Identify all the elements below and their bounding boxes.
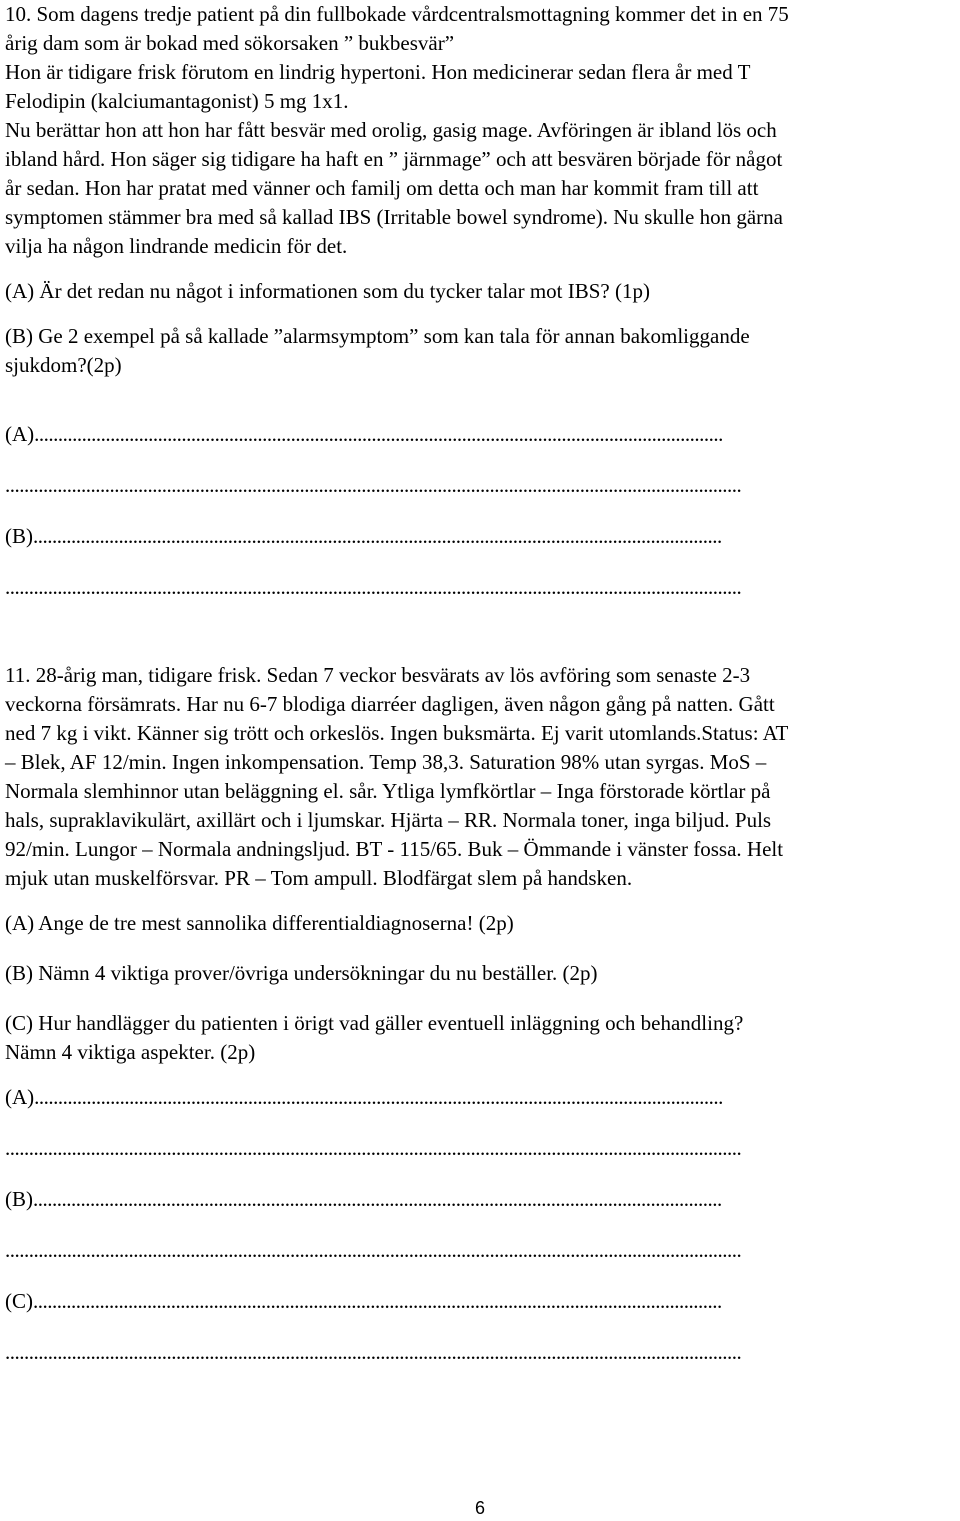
question-11-part-c-line: Nämn 4 viktiga aspekter. (2p) <box>5 1040 256 1064</box>
question-10-line: Nu berättar hon att hon har fått besvär med orolig, gasig mage. Avföringen är ibland lös och <box>5 118 777 142</box>
answer-dots: ........................................................................................................................................................... <box>5 575 742 599</box>
answer-label: (A) <box>5 1085 35 1109</box>
answer-line[interactable] <box>5 420 953 449</box>
answer-label: (A) <box>5 422 35 446</box>
answer-line[interactable] <box>5 1287 953 1316</box>
question-11-part-a: (A) Ange de tre mest sannolika differentialdiagnoserna! (2p) <box>5 911 514 935</box>
question-11-line: 11. 28-årig man, tidigare frisk. Sedan 7 veckor besvärats av lös avföring som senaste 2-3 <box>5 663 751 687</box>
answer-label: (C) <box>5 1289 33 1313</box>
answer-line[interactable] <box>5 573 953 602</box>
question-10-part-a: (A) Är det redan nu något i informationen som du tycker talar mot IBS? (1p) <box>5 279 650 303</box>
question-11-part-c-line: (C) Hur handlägger du patienten i örigt vad gäller eventuell inläggning och behandling? <box>5 1011 744 1035</box>
question-10-part-b-line: sjukdom?(2p) <box>5 353 122 377</box>
answer-block-11-a[interactable] <box>5 1083 953 1163</box>
question-11-line: 92/min. Lungor – Normala andningsljud. BT - 115/65. Buk – Ömmande i vänster fossa. Helt <box>5 837 784 861</box>
answer-block-11-b[interactable] <box>5 1185 953 1265</box>
answer-dots: ........................................................................................................................................................... <box>5 1238 742 1262</box>
question-11-line: Normala slemhinnor utan beläggning el. sår. Ytliga lymfkörtlar – Inga förstorade körtlar på <box>5 779 771 803</box>
answer-dots: ................................................................................................................................................. <box>34 422 723 446</box>
answer-line[interactable] <box>5 1134 953 1163</box>
question-10-line: årig dam som är bokad med sökorsaken ” bukbesvär” <box>5 31 455 55</box>
answer-line[interactable] <box>5 1236 953 1265</box>
answer-dots: ................................................................................................................................................. <box>33 1187 722 1211</box>
answer-line[interactable] <box>5 471 953 500</box>
question-10-line: Hon är tidigare frisk förutom en lindrig hypertoni. Hon medicinerar sedan flera år med T <box>5 60 751 84</box>
question-10-line: Felodipin (kalciumantagonist) 5 mg 1x1. <box>5 89 349 113</box>
question-10-part-b <box>5 322 953 380</box>
answer-block-10-a[interactable] <box>5 420 953 500</box>
question-10-line: 10. Som dagens tredje patient på din fullbokade vårdcentralsmottagning kommer det in en 75 <box>5 2 789 26</box>
answer-dots: ........................................................................................................................................................... <box>5 1340 742 1364</box>
page-number: 6 <box>474 1498 485 1518</box>
answer-block-11-c[interactable] <box>5 1287 953 1367</box>
answer-block-10-b[interactable] <box>5 522 953 602</box>
answer-line[interactable] <box>5 1338 953 1367</box>
question-11-line: mjuk utan muskelförsvar. PR – Tom ampull. Blodfärgat slem på handsken. <box>5 866 633 890</box>
question-11-line: – Blek, AF 12/min. Ingen inkompensation. Temp 38,3. Saturation 98% utan syrgas. MoS – <box>5 750 767 774</box>
question-11-line: veckorna försämrats. Har nu 6-7 blodiga diarréer dagligen, även någon gång på natten. Gått <box>5 692 775 716</box>
answer-line[interactable] <box>5 522 953 551</box>
question-11-line: hals, supraklavikulärt, axillärt och i ljumskar. Hjärta – RR. Normala toner, inga biljud. Puls <box>5 808 772 832</box>
exam-page <box>5 0 953 1367</box>
question-11-part-c <box>5 1009 953 1067</box>
question-10-line: symptomen stämmer bra med så kallad IBS (Irritable bowel syndrome). Nu skulle hon gärna <box>5 205 783 229</box>
answer-dots: ................................................................................................................................................. <box>34 1085 723 1109</box>
question-10-line: år sedan. Hon har pratat med vänner och familj om detta och man har kommit fram till att <box>5 176 759 200</box>
answer-dots: ........................................................................................................................................................... <box>5 1136 742 1160</box>
answer-dots: ........................................................................................................................................................... <box>5 473 742 497</box>
answer-dots: ................................................................................................................................................. <box>33 524 722 548</box>
answer-label: (B) <box>5 524 33 548</box>
answer-dots: ................................................................................................................................................. <box>33 1289 722 1313</box>
question-11-part-b: (B) Nämn 4 viktiga prover/övriga undersökningar du nu beställer. (2p) <box>5 961 598 985</box>
question-10-line: ibland hård. Hon säger sig tidigare ha haft en ” järnmage” och att besvären började för något <box>5 147 783 171</box>
question-11-line: ned 7 kg i vikt. Känner sig trött och orkeslös. Ingen buksmärta. Ej varit utomlands.Status: AT <box>5 721 789 745</box>
question-10-part-b-line: (B) Ge 2 exempel på så kallade ”alarmsymptom” som kan tala för annan bakomliggande <box>5 324 750 348</box>
question-10-line: vilja ha någon lindrande medicin för det. <box>5 234 348 258</box>
answer-line[interactable] <box>5 1083 953 1112</box>
answer-line[interactable] <box>5 1185 953 1214</box>
question-11-body <box>5 661 953 893</box>
answer-label: (B) <box>5 1187 33 1211</box>
question-10-body <box>5 0 953 261</box>
